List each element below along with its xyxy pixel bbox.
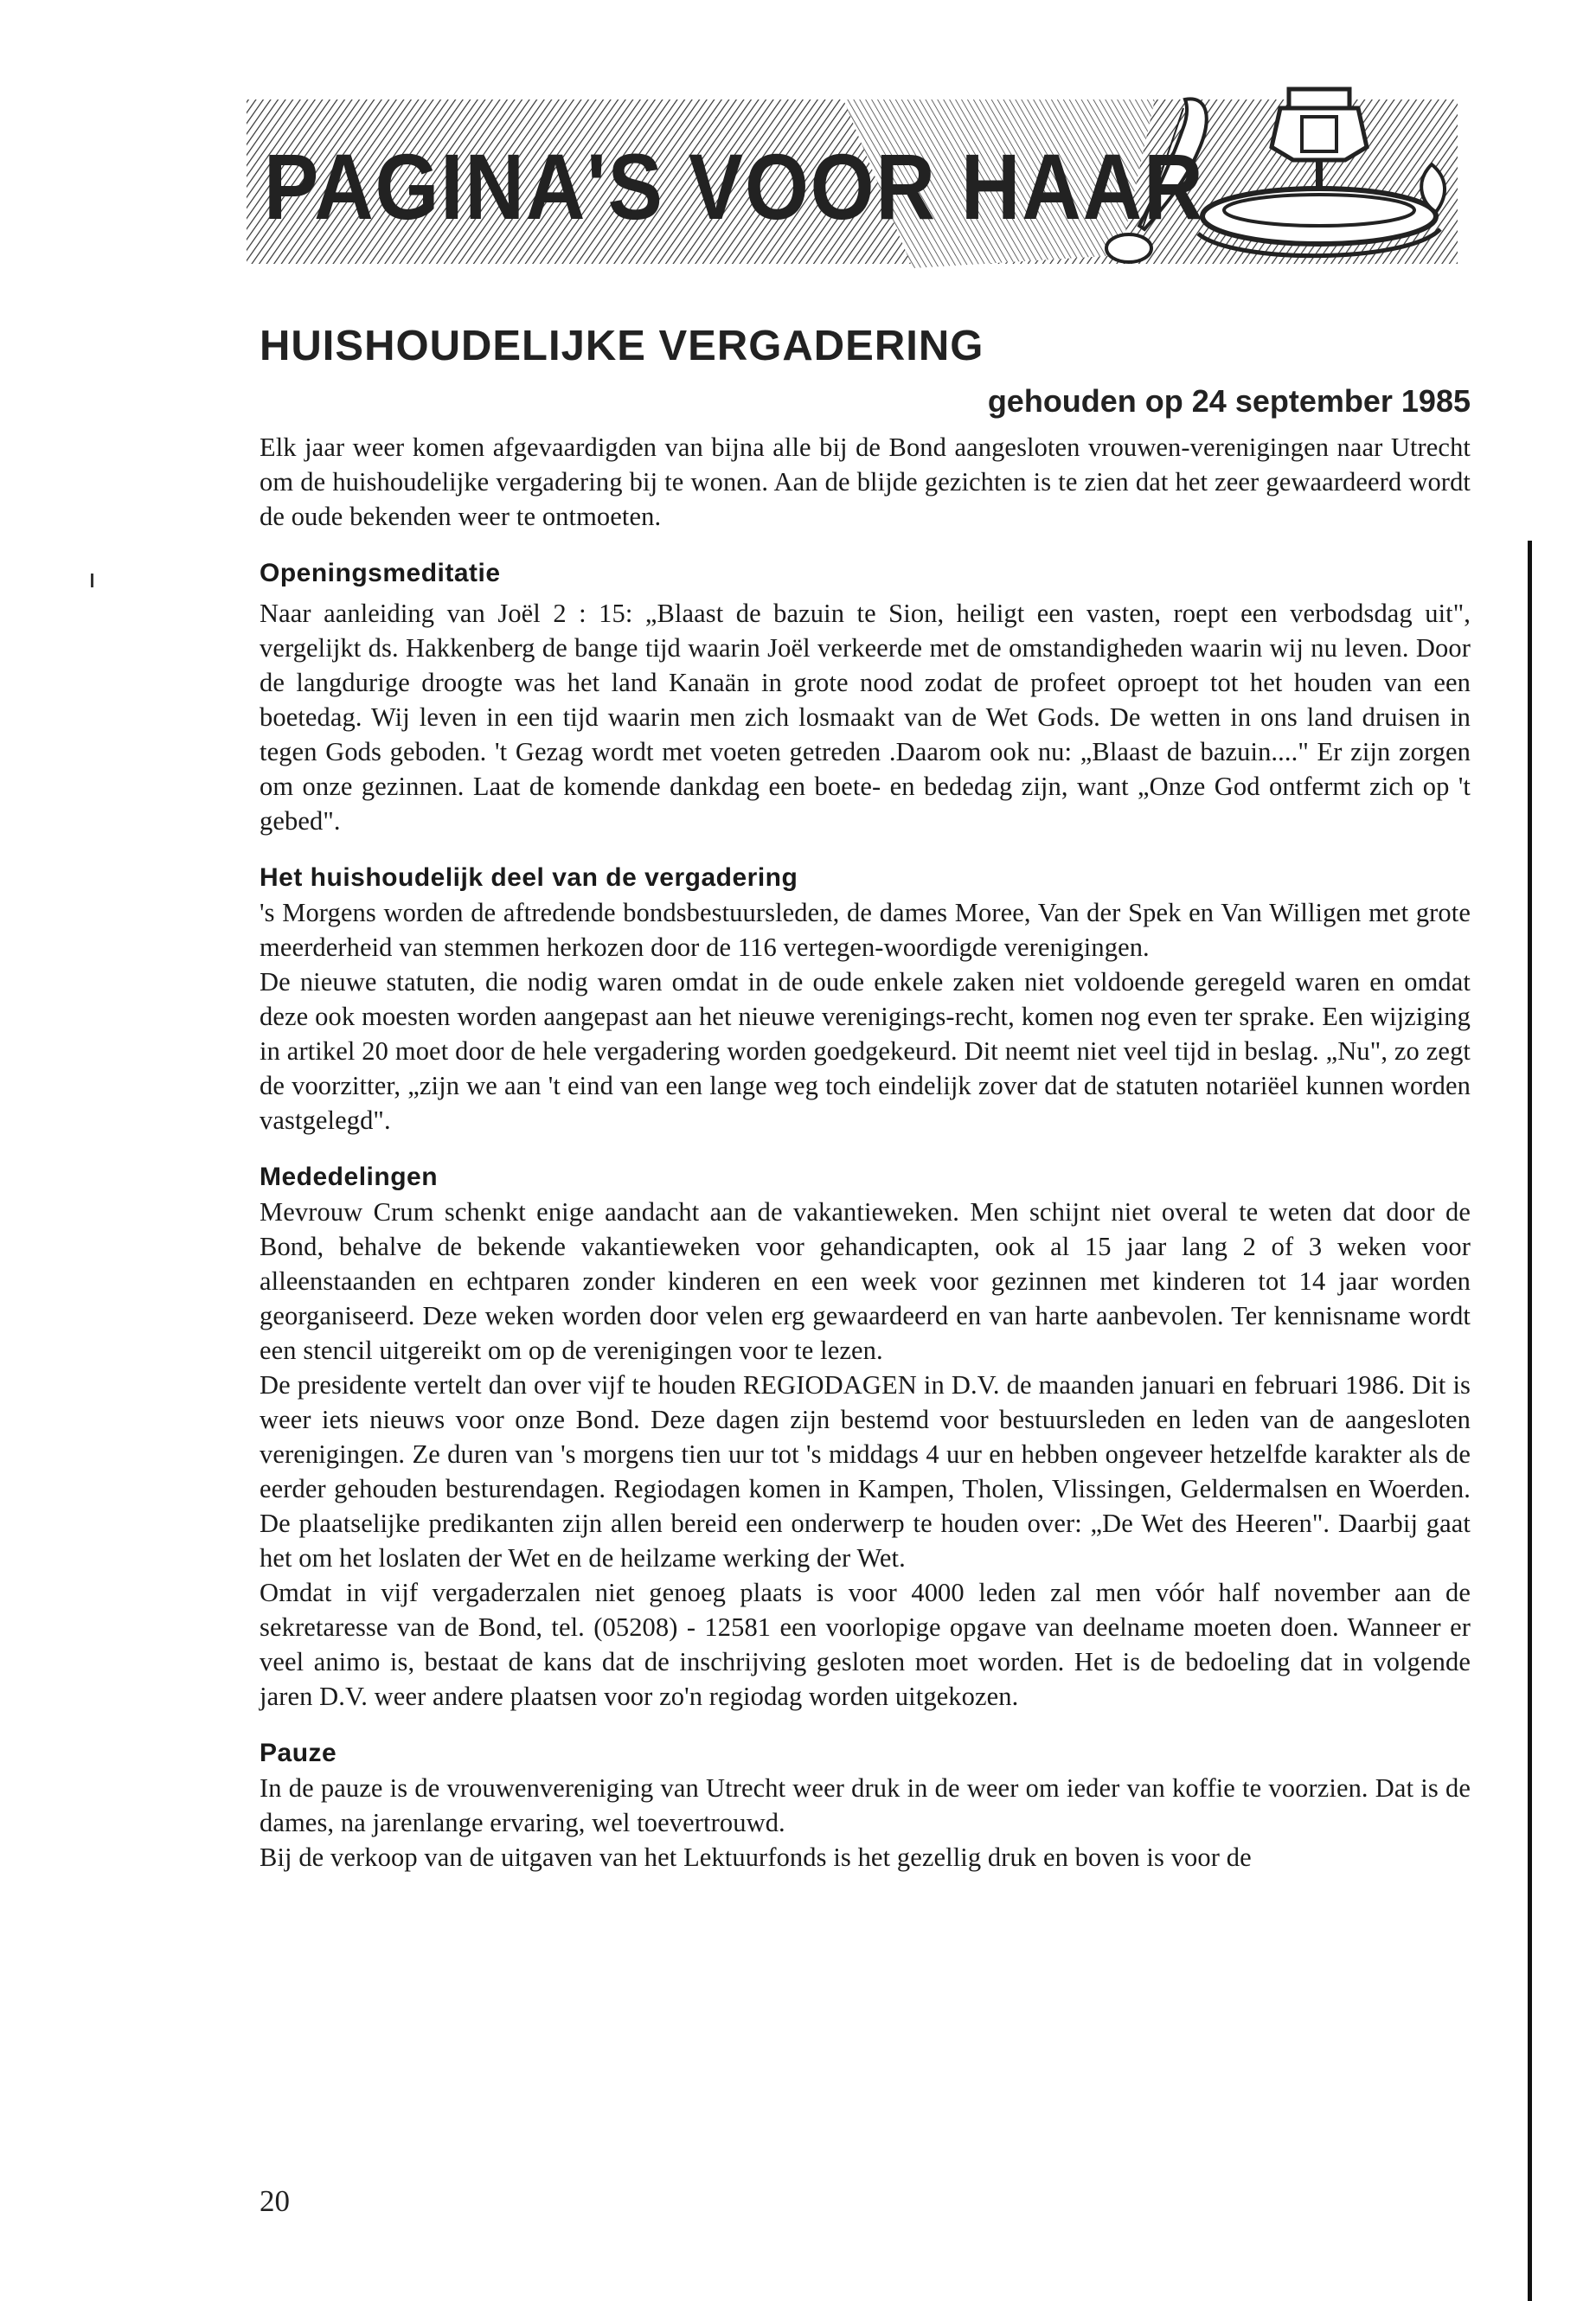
section-heading-huishoudelijk-deel: Het huishoudelijk deel van de vergadering (260, 863, 798, 892)
article-body (260, 430, 1471, 1875)
article-title: HUISHOUDELIJKE VERGADERING (260, 323, 984, 369)
section-heading-mededelingen: Mededelingen (260, 1163, 439, 1191)
article-subtitle: gehouden op 24 september 1985 (987, 383, 1471, 419)
intro-paragraph: Elk jaar weer komen afgevaardigden van bijna alle bij de Bond aangesloten vrouwen-verenigingen naar Utrecht om de huishoudelijke vergadering bij te wonen. Aan de blijde gezichten is te zien dat het zeer gewaardeerd wordt de oude bekenden weer te ontmoeten. (260, 433, 1471, 531)
page-number: 20 (260, 2184, 290, 2218)
section-heading-pauze: Pauze (260, 1739, 337, 1767)
paragraph: Omdat in vijf vergaderzalen niet genoeg plaats is voor 4000 leden zal men vóór half november aan de sekretaresse van de Bond, tel. (05208) - 12581 een voorlopige opgave van deelname moeten doen. Wanneer er veel animo is, bestaat de kans dat de inschrijving gesloten moet worden. Het is de bedoeling dat in volgende jaren D.V. weer andere plaatsen voor zo'n regiodag worden uitgekozen. (260, 1578, 1471, 1711)
page-edge-bar (1528, 541, 1532, 2301)
paragraph: In de pauze is de vrouwenvereniging van Utrecht weer druk in de weer om ieder van koffie te voorzien. Dat is de dames, na jarenlange ervaring, wel toevertrouwd. (260, 1773, 1471, 1837)
paragraph: De presidente vertelt dan over vijf te houden REGIODAGEN in D.V. de maanden januari en februari 1986. Dit is weer iets nieuws voor onze Bond. Deze dagen zijn bestemd voor bestuursleden en leden van de aangesloten verenigingen. Ze duren van 's morgens tien uur tot 's middags 4 uur en hebben ongeveer hetzelfde karakter als de eerder gehouden besturendagen. Regiodagen komen in Kampen, Tholen, Vlissingen, Geldermalsen en Woerden. De plaatselijke predikanten zijn allen bereid een onderwerp te houden over: „De Wet des Heeren". Daarbij gaat het om het loslaten der Wet en de heilzame werking der Wet. (260, 1370, 1471, 1573)
banner-title: PAGINA'S VOOR HAAR (264, 134, 1205, 239)
paragraph: Naar aanleiding van Joël 2 : 15: „Blaast de bazuin te Sion, heiligt een vasten, roept een verbodsdag uit", vergelijkt ds. Hakkenberg de bange tijd waarin Joël verkeerde met de omstandigheden waarin wij nu leven. Door de langdurige droogte was het land Kanaän in grote nood zodat de profeet oproept tot het houden van een boetedag. Wij leven in een tijd waarin men zich losmaakt van de Wet Gods. De wetten in ons land druisen in tegen Gods geboden. 't Gezag wordt met voeten getreden .Daarom ook nu: „Blaast de bazuin...." Er zijn zorgen om onze gezinnen. Laat de komende dankdag een boete- en bededag zijn, want „Onze God ontfermt zich op 't gebed". (260, 599, 1471, 836)
paragraph: De nieuwe statuten, die nodig waren omdat in de oude enkele zaken niet voldoende geregeld waren en omdat deze ook moesten worden aangepast aan het nieuwe verenigings-recht, komen nog even ter sprake. Een wijziging in artikel 20 moet door de hele vergadering worden goedgekeurd. Dit neemt niet veel tijd in beslag. „Nu", zo zegt de voorzitter, „zijn we aan 't eind van een lange weg toch eindelijk zover dat de statuten notariëel kunnen worden vastgelegd". (260, 967, 1471, 1135)
scan-mark (91, 574, 93, 587)
header-banner (238, 82, 1466, 283)
paragraph: 's Morgens worden de aftredende bondsbestuursleden, de dames Moree, Van der Spek en Van Willigen met grote meerderheid van stemmen herkozen door de 116 vertegen-woordigde verenigingen. (260, 898, 1471, 962)
section-heading-openingsmeditatie: Openingsmeditatie (260, 559, 501, 587)
paragraph: Bij de verkoop van de uitgaven van het Lektuurfonds is het gezellig druk en boven is voor de (260, 1843, 1252, 1872)
paragraph: Mevrouw Crum schenkt enige aandacht aan de vakantieweken. Men schijnt niet overal te weten dat door de Bond, behalve de bekende vakantieweken voor gehandicapten, ook al 15 jaar lang 2 of 3 weken voor alleenstaanden en echtparen zonder kinderen en een week voor gezinnen met kinderen tot 14 jaar worden georganiseerd. Deze weken worden door velen erg gewaardeerd en van harte aanbevolen. Ter kennisname wordt een stencil uitgereikt om op de verenigingen voor te lezen. (260, 1197, 1471, 1365)
